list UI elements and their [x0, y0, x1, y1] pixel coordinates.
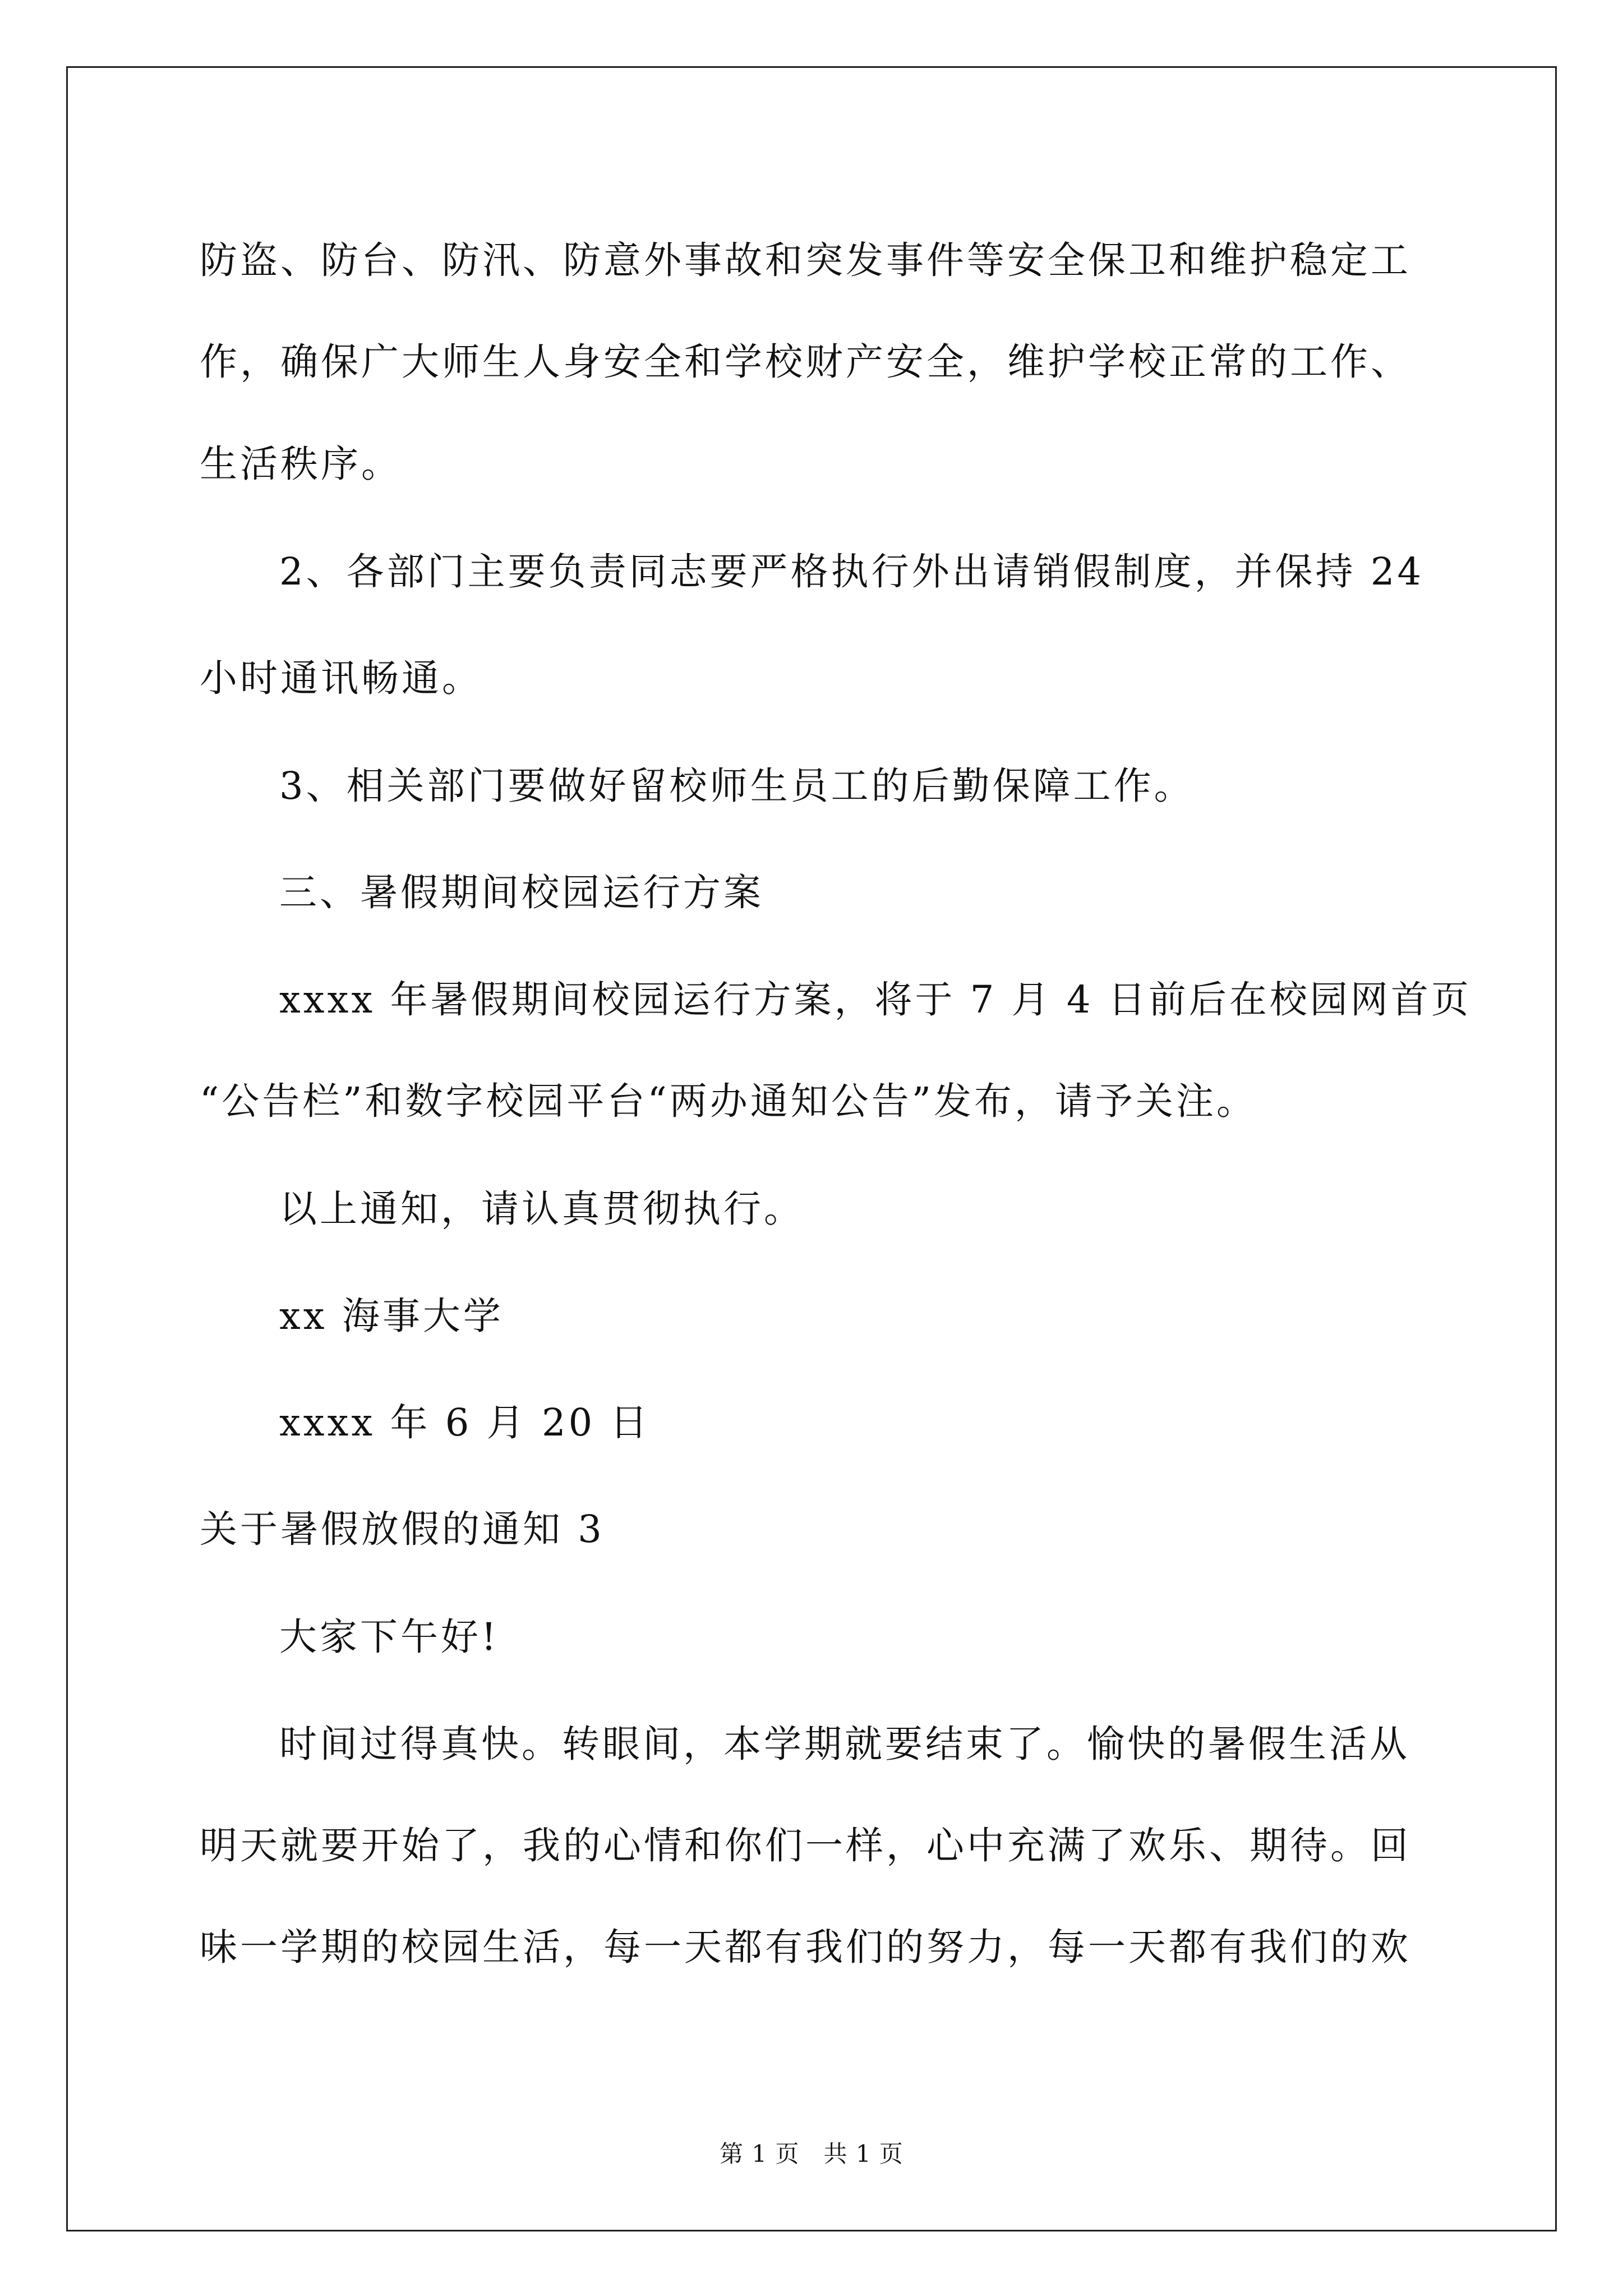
signature-org: xx 海事大学: [279, 1294, 504, 1338]
text-line: xxxx 年暑假期间校园运行方案，将于 7 月 4 日前后在校园网首页: [279, 978, 1472, 1022]
greeting: 大家下午好!: [279, 1615, 499, 1659]
text-line: “公告栏”和数字校园平台“两办通知公告”发布，请予关注。: [200, 1079, 1257, 1123]
text-line: 明天就要开始了，我的心情和你们一样，心中充满了欢乐、期待。回: [200, 1824, 1411, 1867]
text-line: 2、各部门主要负责同志要严格执行外出请销假制度，并保持 24: [279, 550, 1424, 593]
page-border: [66, 66, 1557, 2231]
text-line: 作，确保广大师生人身安全和学校财产安全，维护学校正常的工作、: [200, 340, 1411, 384]
text-line: 时间过得真快。转眼间，本学期就要结束了。愉快的暑假生活从: [279, 1722, 1410, 1766]
document-title: 关于暑假放假的通知 3: [200, 1507, 605, 1551]
page-footer: 第 1 页 共 1 页: [720, 2140, 903, 2168]
text-line: 以上通知，请认真贯彻执行。: [279, 1187, 804, 1231]
text-line: 小时通讯畅通。: [200, 656, 482, 700]
text-line: 3、相关部门要做好留校师生员工的后勤保障工作。: [279, 764, 1195, 808]
text-line: 味一学期的校园生活，每一天都有我们的努力，每一天都有我们的欢: [200, 1925, 1411, 1969]
text-line: 防盗、防台、防汛、防意外事故和突发事件等安全保卫和维护稳定工: [200, 238, 1411, 282]
signature-date: xxxx 年 6 月 20 日: [279, 1401, 651, 1444]
text-line: 生活秩序。: [200, 442, 402, 486]
section-heading: 三、暑假期间校园运行方案: [279, 871, 764, 914]
